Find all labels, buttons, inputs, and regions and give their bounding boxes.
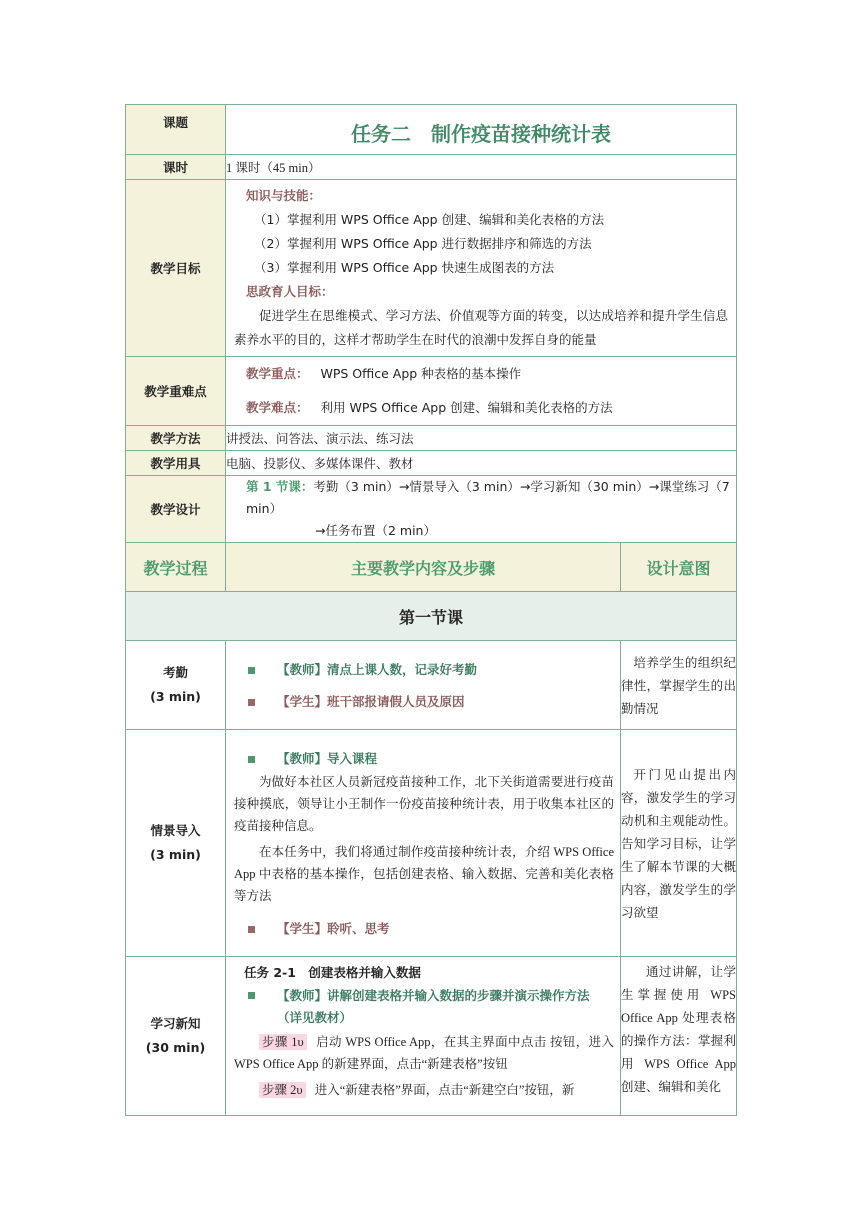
design-label: 教学设计 bbox=[126, 476, 226, 543]
method-label: 教学方法 bbox=[126, 426, 226, 451]
learn-time: (30 min) bbox=[145, 1040, 206, 1055]
attendance-content bbox=[226, 641, 621, 730]
bullet-icon bbox=[248, 926, 255, 933]
key-point-text: WPS Office App 种表格的基本操作 bbox=[320, 366, 522, 381]
section-title: 第一节课 bbox=[126, 592, 737, 641]
key-points-cell bbox=[226, 357, 737, 426]
design-line-2: →任务布置（2 min） bbox=[315, 523, 436, 538]
bullet-icon bbox=[248, 667, 255, 674]
attendance-teacher: 【教师】清点上课人数，记录好考勤 bbox=[277, 662, 478, 677]
key-points-label: 教学重难点 bbox=[126, 357, 226, 426]
intro-time: (3 min) bbox=[150, 847, 201, 862]
header-process: 教学过程 bbox=[126, 543, 226, 592]
attendance-time: (3 min) bbox=[150, 689, 201, 704]
attendance-label-cell bbox=[126, 641, 226, 730]
method-value: 讲授法、问答法、演示法、练习法 bbox=[226, 426, 737, 451]
bullet-icon bbox=[248, 756, 255, 763]
attendance-intent: 培养学生的组织纪律性，掌握学生的出勤情况 bbox=[621, 641, 737, 730]
tools-value: 电脑、投影仪、多媒体课件、教材 bbox=[226, 451, 737, 476]
hours-label: 课时 bbox=[126, 155, 226, 180]
step-2-tag: 步骤 2υ bbox=[259, 1082, 306, 1098]
intro-teacher: 【教师】导入课程 bbox=[277, 751, 378, 766]
intro-label: 情景导入 bbox=[150, 823, 201, 838]
step-1-tag: 步骤 1υ bbox=[259, 1034, 307, 1050]
step-1-text: 启动 WPS Office App，在其主界面中点击 按钮，进入 WPS Office App 的新建界面，点击“新建表格”按钮 bbox=[234, 1035, 614, 1071]
goals-cell bbox=[226, 180, 737, 357]
header-content: 主要教学内容及步骤 bbox=[226, 543, 621, 592]
header-intent: 设计意图 bbox=[621, 543, 737, 592]
step-2-text: 进入“新建表格”界面，点击“新建空白”按钮，新 bbox=[314, 1083, 575, 1097]
bullet-icon bbox=[248, 699, 255, 706]
goal-item-2: （2）掌握利用 WPS Office App 进行数据排序和筛选的方法 bbox=[254, 236, 592, 251]
course-title-label: 课题 bbox=[126, 105, 226, 155]
goal-item-3: （3）掌握利用 WPS Office App 快速生成图表的方法 bbox=[254, 260, 555, 275]
learn-content bbox=[226, 957, 621, 1116]
learn-intent: 通过讲解，让学生掌握使用 WPS Office App 处理表格的操作方法：掌握利用 WPS Office App 创建、编辑和美化 bbox=[621, 957, 737, 1116]
course-title: 任务二 制作疫苗接种统计表 bbox=[226, 105, 737, 155]
ideology-heading: 思政育人目标： bbox=[246, 284, 334, 299]
difficulty-text: 利用 WPS Office App 创建、编辑和美化表格的方法 bbox=[320, 400, 613, 415]
attendance-label: 考勤 bbox=[162, 665, 188, 680]
knowledge-heading: 知识与技能： bbox=[246, 188, 322, 203]
learn-label-cell bbox=[126, 957, 226, 1116]
intro-student: 【学生】聆听、思考 bbox=[277, 921, 390, 936]
intro-intent: 开门见山提出内容，激发学生的学习动机和主观能动性。告知学习目标，让学生了解本节课的大概内容，激发学生的学习欲望 bbox=[621, 730, 737, 957]
lesson-plan-table bbox=[125, 104, 737, 1116]
difficulty-heading: 教学难点： bbox=[246, 400, 309, 415]
attendance-student: 【学生】班干部报请假人员及原因 bbox=[277, 694, 465, 709]
intro-paragraph-1: 为做好本社区人员新冠疫苗接种工作，北下关街道需要进行疫苗接种摸底，领导让小王制作一份疫苗接种统计表，用于收集本社区的疫苗接种信息。 bbox=[234, 775, 614, 833]
ideology-text: 促进学生在思维模式、学习方法、价值观等方面的转变，以达成培养和提升学生信息素养水平的目的，这样才帮助学生在时代的浪潮中发挥自身的能量 bbox=[234, 308, 728, 347]
learn-label: 学习新知 bbox=[150, 1016, 201, 1031]
design-heading: 第 1 节课： bbox=[246, 479, 314, 494]
goal-item-1: （1）掌握利用 WPS Office App 创建、编辑和美化表格的方法 bbox=[254, 212, 605, 227]
tools-label: 教学用具 bbox=[126, 451, 226, 476]
goals-label: 教学目标 bbox=[126, 180, 226, 357]
hours-value: 1 课时（45 min） bbox=[226, 155, 737, 180]
design-cell bbox=[226, 476, 737, 543]
learn-task-title: 任务 2-1 创建表格并输入数据 bbox=[244, 965, 421, 980]
design-line-1: 考勤（3 min）→情景导入（3 min）→学习新知（30 min）→课堂练习（7 min） bbox=[246, 479, 730, 516]
intro-content bbox=[226, 730, 621, 957]
intro-paragraph-2: 在本任务中，我们将通过制作疫苗接种统计表，介绍 WPS Office App 中表格的基本操作，包括创建表格、输入数据、完善和美化表格等方法 bbox=[234, 845, 614, 903]
intro-label-cell bbox=[126, 730, 226, 957]
key-point-heading: 教学重点： bbox=[246, 366, 309, 381]
learn-teacher: 【教师】讲解创建表格并输入数据的步骤并演示操作方法（详见教材） bbox=[277, 988, 590, 1025]
bullet-icon bbox=[248, 992, 255, 999]
